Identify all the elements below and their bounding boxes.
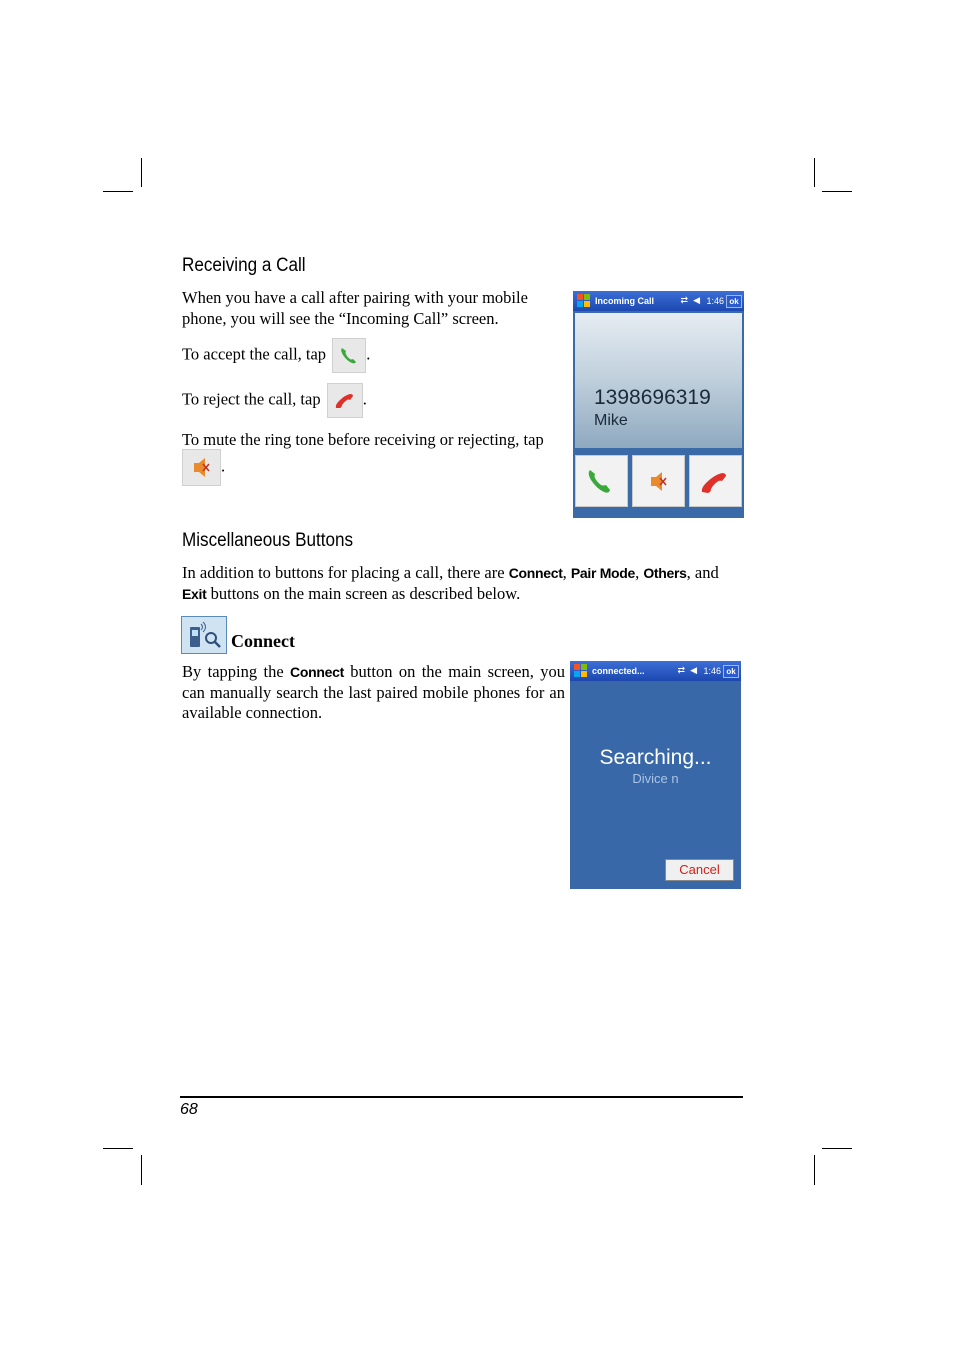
taskbar-clock: 1:46 xyxy=(706,296,724,306)
taskbar xyxy=(570,661,741,681)
accept-instruction xyxy=(182,338,370,373)
searching-screenshot xyxy=(570,661,741,889)
misc-paragraph xyxy=(182,563,744,604)
reject-instruction xyxy=(182,383,367,418)
period: . xyxy=(362,389,367,409)
signal-icon: ⇄ xyxy=(680,295,688,305)
pair-mode-term: Pair Mode xyxy=(570,565,636,581)
text: , xyxy=(635,563,644,582)
mute-instruction: To mute the ring tone before receiving or rejecting, tap xyxy=(182,430,544,449)
connect-term: Connect xyxy=(508,565,563,581)
mute-icon xyxy=(182,449,221,486)
volume-icon: ◀ xyxy=(690,665,697,675)
intro-paragraph: When you have a call after pairing with your mobile phone, you will see the “Incoming Call” screen. xyxy=(182,288,528,328)
windows-flag-icon xyxy=(577,294,590,307)
cancel-button[interactable]: Cancel xyxy=(665,859,734,881)
connect-paragraph xyxy=(182,662,565,724)
accept-text: To accept the call, tap xyxy=(182,344,327,364)
taskbar xyxy=(573,291,744,311)
taskbar-title: connected... xyxy=(592,666,645,676)
crop-mark xyxy=(103,191,133,192)
page-number: 68 xyxy=(180,1101,198,1118)
period: . xyxy=(221,456,226,476)
exit-term: Exit xyxy=(182,585,207,602)
connect-term: Connect xyxy=(290,664,344,680)
crop-mark xyxy=(103,1148,133,1149)
caller-number: 1398696319 xyxy=(594,386,711,409)
reject-call-icon xyxy=(327,383,363,418)
section-heading-receiving-call: Receiving a Call xyxy=(182,255,306,276)
accept-call-icon xyxy=(576,456,627,506)
text: , xyxy=(562,563,571,582)
connect-icon xyxy=(181,616,227,654)
signal-icon: ⇄ xyxy=(677,665,685,675)
footer-rule xyxy=(180,1096,743,1098)
crop-mark xyxy=(814,158,815,187)
crop-mark xyxy=(141,158,142,187)
accept-call-button[interactable] xyxy=(575,455,628,507)
crop-mark xyxy=(814,1155,815,1185)
reject-call-button[interactable] xyxy=(689,455,742,507)
text: button on the main screen, you can manually search the last paired mobile phones for an available connection. xyxy=(182,662,565,722)
taskbar-clock: 1:46 xyxy=(703,666,721,676)
accept-call-icon xyxy=(332,338,366,373)
text: By tapping the xyxy=(182,662,291,681)
caller-name: Mike xyxy=(594,412,628,429)
crop-mark xyxy=(822,191,852,192)
searching-text: Searching... xyxy=(599,746,712,769)
mute-icon xyxy=(633,456,684,506)
mute-icon-line xyxy=(182,449,225,486)
period: . xyxy=(366,344,371,364)
reject-text: To reject the call, tap xyxy=(182,389,321,409)
incoming-call-screenshot xyxy=(573,291,744,518)
ok-button[interactable]: ok xyxy=(723,665,739,678)
ok-button[interactable]: ok xyxy=(726,295,742,308)
text: buttons on the main screen as described below. xyxy=(206,583,521,603)
reject-call-icon xyxy=(690,456,741,506)
device-name: Divice n xyxy=(632,771,679,786)
others-term: Others xyxy=(643,565,687,581)
section-heading-misc-buttons: Miscellaneous Buttons xyxy=(182,530,354,551)
text: In addition to buttons for placing a call, there are xyxy=(182,563,509,582)
crop-mark xyxy=(141,1155,142,1185)
taskbar-title: Incoming Call xyxy=(595,296,655,306)
caller-panel xyxy=(575,313,742,448)
connect-heading: Connect xyxy=(231,631,295,651)
volume-icon: ◀ xyxy=(693,295,700,305)
crop-mark xyxy=(822,1148,852,1149)
mute-button[interactable] xyxy=(632,455,685,507)
windows-flag-icon xyxy=(574,664,587,677)
text: , and xyxy=(686,563,719,582)
